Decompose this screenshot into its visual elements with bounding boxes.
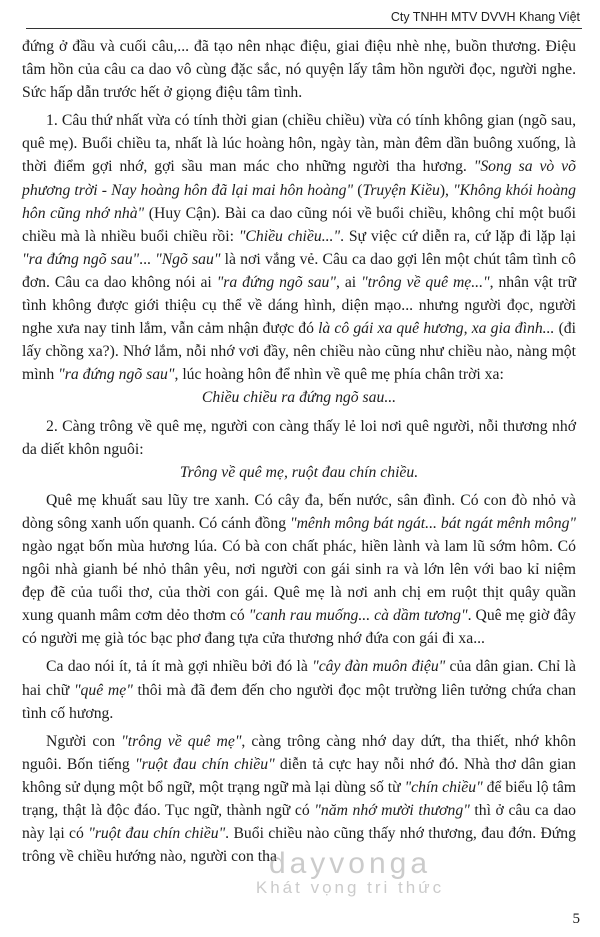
- paragraph-1: đứng ở đầu và cuối câu,... đã tạo nên nhạc điệu, giai điệu nhè nhẹ, buồn thương. Điệu tâm hồn của câu ca dao vô cùng đặc sắc, nó quyện lấy tâm hồn người đọc, người nghe. Sức hấp dẫn trước hết ở giọng điệu tâm tình.: [22, 38, 576, 102]
- page-number: 5: [572, 911, 580, 927]
- page-body: [22, 35, 576, 868]
- watermark-slogan: Khát vọng tri thức: [255, 878, 445, 897]
- publisher-label: Cty TNHH MTV DVVH Khang Việt: [390, 10, 580, 24]
- paragraph-2: 1. Câu thứ nhất vừa có tính thời gian (chiều chiều) vừa có tính không gian (ngõ sau, quê mẹ). Buổi chiều ta, nhất là lúc hoàng hôn, ngày tàn, màn đêm dần buông xuống, là thời điểm gợi nhớ, gợi sầu man mác cho những người tha hương. "Song sa vò võ phương trời - Nay hoàng hôn đã lại mai hôn hoàng" (Truyện Kiều), "Không khói hoàng hôn cũng nhớ nhà" (Huy Cận). Bài ca dao cũng nói về buổi chiều, không chỉ một buổi chiều mà là nhiều buổi chiều rồi: "Chiều chiều...". Sự việc cứ diễn ra, cứ lặp đi lặp lại "ra đứng ngõ sau"... "Ngõ sau" là nơi vắng vẻ. Câu ca dao gợi lên một chút tâm tình cô đơn. Câu ca dao không nói ai "ra đứng ngõ sau", ai "trông về quê mẹ...", nhân vật trữ tình không được giới thiệu cụ thể về dáng hình, diện mạo... nhưng người đọc, người nghe xưa nay tinh lắm, vẫn cảm nhận được đó là cô gái xa quê hương, xa gia đình... (đi lấy chồng xa?). Nhớ lắm, nỗi nhớ vơi đầy, nên chiều nào cũng như chiều nào, nàng một mình "ra đứng ngõ sau", lúc hoàng hôn để nhìn về quê mẹ phía chân trời xa:: [22, 112, 577, 384]
- paragraph-5: Ca dao nói ít, tả ít mà gợi nhiều bởi đó là "cây đàn muôn điệu" của dân gian. Chỉ là hai chữ "quê mẹ" thôi mà đã đem đến cho người đọc một trường liên tưởng chứa chan tình cố hương.: [22, 658, 576, 722]
- verse-line-1: Chiều chiều ra đứng ngõ sau...: [201, 389, 397, 407]
- verse-line-2: Trông về quê mẹ, ruột đau chín chiều.: [179, 463, 419, 481]
- watermark-logo-text: dayvonga: [268, 847, 432, 880]
- page-header: [26, 8, 582, 29]
- paragraph-3: 2. Càng trông về quê mẹ, người con càng thấy lẻ loi nơi quê người, nỗi thương nhớ da diết khôn nguôi:: [22, 417, 576, 458]
- paragraph-6: Người con "trông về quê mẹ", càng trông càng nhớ day dứt, tha thiết, nhớ khôn nguôi. Bốn tiếng "ruột đau chín chiều" diễn tả cực hay nỗi nhớ đó. Nhà thơ dân gian không sử dụng một bổ ngữ, một trạng ngữ mà lại dùng số từ "chín chiều" để biểu lộ tâm trạng, thật là độc đáo. Tục ngữ, thành ngữ có "năm nhớ mười thương" thì ở câu ca dao này lại có "ruột đau chín chiều". Buổi chiều nào cũng thấy nhớ thương, đau đớn. Đứng trông về chiều hướng nào, người con tha: [22, 732, 577, 866]
- paragraph-4: Quê mẹ khuất sau lũy tre xanh. Có cây đa, bến nước, sân đình. Có con đò nhỏ và dòng sông xanh uốn quanh. Có cánh đồng "mênh mông bát ngát... bát ngát mênh mông" ngào ngạt bốn mùa hương lúa. Có bà con chất phác, hiền lành và lam lũ sớm hôm. Có ngôi nhà gianh bé nhỏ thân yêu, nơi người con gái sinh ra và lớn lên với bao kỉ niệm đẹp đẽ của tuổi thơ, của thời con gái. Quê mẹ là nơi anh chị em ruột thịt quây quần xung quanh mâm cơm dẻo thơm có "canh rau muống... cà dầm tương". Quê mẹ giờ đây có người mẹ già tóc bạc phơ đang tựa cửa thương nhớ đứa con gái đi xa...: [22, 491, 576, 648]
